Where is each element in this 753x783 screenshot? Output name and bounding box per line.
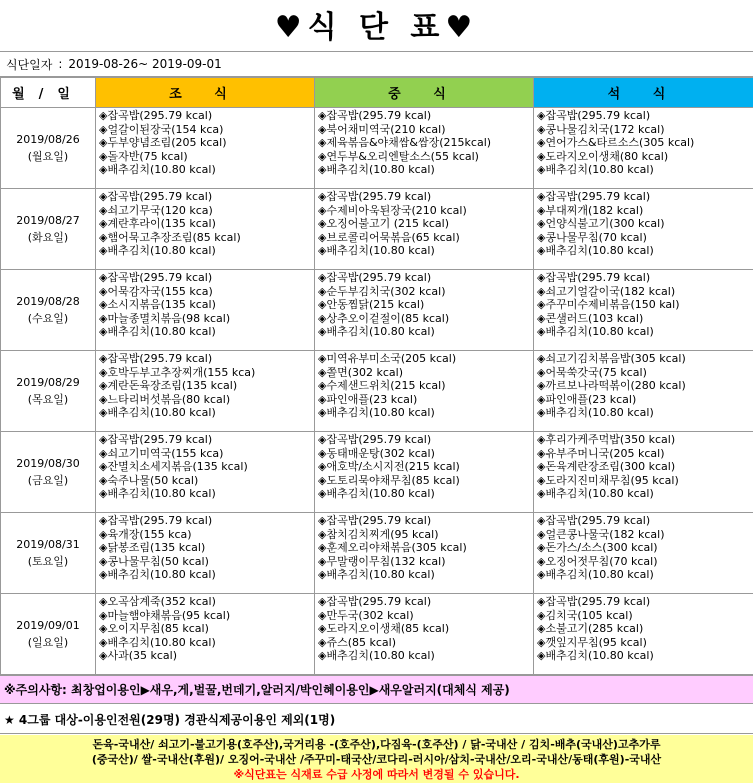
menu-item: ◈어묵쑥갓국(75 kcal) <box>537 365 647 379</box>
menu-item: ◈계란후라이(135 kcal) <box>99 217 216 231</box>
group-note: ★ 4그룹 대상-이용인전원(29명) 경관식제공이용인 제외(1명) <box>0 706 753 734</box>
day-date: 2019/09/01 <box>16 619 80 632</box>
menu-item: ◈배추김치(10.80 kcal) <box>99 163 216 177</box>
day-weekday: (월요일) <box>27 150 69 163</box>
menu-item: ◈배추김치(10.80 kcal) <box>537 244 654 258</box>
menu-item: ◈숙주나물(50 kcal) <box>99 473 199 487</box>
lunch-cell <box>315 108 534 189</box>
day-date: 2019/08/27 <box>16 214 80 227</box>
menu-item: ◈배추김치(10.80 kcal) <box>537 163 654 177</box>
menu-item: ◈훈제오리야채볶음(305 kcal) <box>318 541 467 555</box>
menu-item: ◈애호박/소시지전(215 kcal) <box>318 460 460 474</box>
menu-item: ◈잡곡밥(295.79 kcal) <box>537 271 651 284</box>
menu-item: ◈언양식불고기(300 kcal) <box>537 217 665 231</box>
menu-item: ◈배추김치(10.80 kcal) <box>99 244 216 258</box>
day-weekday: (일요일) <box>27 636 69 649</box>
menu-item: ◈배추김치(10.80 kcal) <box>537 325 654 339</box>
day-date-cell <box>1 594 96 675</box>
menu-item: ◈얼갈이된장국(154 kca) <box>99 122 224 136</box>
menu-item: ◈느타리버섯볶음(80 kcal) <box>99 392 231 406</box>
menu-item: ◈콘샐러드(103 kcal) <box>537 311 644 325</box>
origin-line-2: (중국산)/ 쌀-국내산(후원)/ 오징어-국내산 /주꾸미-태국산/코다리-러시아/삼치-국내산/오리-국내산/동태(후원)-국내산 <box>91 753 662 766</box>
menu-item: ◈북어채미역국(210 kcal) <box>318 122 446 136</box>
day-date: 2019/08/30 <box>16 457 80 470</box>
menu-item: ◈사과(35 kcal) <box>99 649 178 663</box>
menu-item: ◈배추김치(10.80 kcal) <box>537 649 654 663</box>
day-date-cell <box>1 270 96 351</box>
menu-item: ◈오징어불고기 (215 kcal) <box>318 217 450 231</box>
menu-body <box>1 108 753 675</box>
lunch-cell <box>315 270 534 351</box>
menu-item: ◈닭봉조림(135 kcal) <box>99 541 206 555</box>
menu-item: ◈배추김치(10.80 kcal) <box>99 406 216 420</box>
lunch-cell <box>315 432 534 513</box>
menu-item: ◈잔멸치소세지볶음(135 kcal) <box>99 460 248 474</box>
menu-item: ◈호박두부고추장찌개(155 kca) <box>99 365 256 379</box>
menu-item: ◈잡곡밥(295.79 kcal) <box>318 595 432 608</box>
menu-item: ◈부대찌개(182 kcal) <box>537 203 644 217</box>
origin-info <box>0 735 753 783</box>
menu-item: ◈안동찜닭(215 kcal) <box>318 298 425 312</box>
dinner-cell <box>534 270 753 351</box>
dinner-cell <box>534 594 753 675</box>
day-weekday: (화요일) <box>27 231 69 244</box>
menu-item: ◈제육볶음&야채쌈&쌈장(215kcal) <box>318 136 492 150</box>
menu-item: ◈동태매운탕(302 kcal) <box>318 446 435 460</box>
period-label: 식단일자 <box>6 57 53 72</box>
menu-item: ◈상추오이겉절이(85 kcal) <box>318 311 450 325</box>
header-date: 월/일 <box>1 78 96 108</box>
menu-item: ◈수제샌드위치(215 kcal) <box>318 379 446 393</box>
breakfast-cell <box>96 189 315 270</box>
day-row <box>1 513 753 594</box>
header-breakfast: 조 식 <box>96 78 315 108</box>
menu-item: ◈깻잎지무침(95 kcal) <box>537 635 647 649</box>
dinner-cell <box>534 108 753 189</box>
dinner-cell <box>534 351 753 432</box>
header-lunch: 중 식 <box>315 78 534 108</box>
menu-item: ◈쇠고기얼갈이국(182 kcal) <box>537 284 676 298</box>
day-date: 2019/08/26 <box>16 133 80 146</box>
menu-item: ◈까르보나라떡볶이(280 kcal) <box>537 379 686 393</box>
menu-item: ◈도라지오이생채(80 kcal) <box>537 149 669 163</box>
menu-item: ◈배추김치(10.80 kcal) <box>99 487 216 501</box>
menu-item: ◈김치국(105 kcal) <box>537 608 633 622</box>
menu-item: ◈무말랭이무침(132 kcal) <box>318 554 446 568</box>
day-row <box>1 270 753 351</box>
dinner-cell <box>534 513 753 594</box>
menu-item: ◈수제비아욱된장국(210 kcal) <box>318 203 467 217</box>
day-date-cell <box>1 432 96 513</box>
menu-item: ◈파인애플(23 kcal) <box>318 392 418 406</box>
menu-item: ◈두부양념조림(205 kcal) <box>99 136 227 150</box>
menu-item: ◈미역유부미소국(205 kcal) <box>318 352 457 365</box>
menu-item: ◈잡곡밥(295.79 kcal) <box>99 190 213 203</box>
dinner-cell <box>534 432 753 513</box>
menu-item: ◈콩나물무침(70 kcal) <box>537 230 647 244</box>
menu-item: ◈잡곡밥(295.79 kcal) <box>99 271 213 284</box>
day-date: 2019/08/29 <box>16 376 80 389</box>
menu-item: ◈돌자반(75 kcal) <box>99 149 188 163</box>
menu-item: ◈배추김치(10.80 kcal) <box>318 163 435 177</box>
menu-item: ◈쫄면(302 kcal) <box>318 365 404 379</box>
menu-item: ◈쥬스(85 kcal) <box>318 635 397 649</box>
menu-item: ◈배추김치(10.80 kcal) <box>537 568 654 582</box>
menu-item: ◈잡곡밥(295.79 kcal) <box>318 514 432 527</box>
day-date-cell <box>1 513 96 594</box>
menu-item: ◈배추김치(10.80 kcal) <box>318 487 435 501</box>
breakfast-cell <box>96 594 315 675</box>
menu-item: ◈오이지무침(85 kcal) <box>99 622 209 636</box>
menu-item: ◈마늘햄야채볶음(95 kcal) <box>99 608 231 622</box>
origin-line-1: 돈육-국내산/ 쇠고기-불고기용(호주산),국거리용 -(호주산),다짐육-(호주산) / 닭-국내산 / 김치-배추(국내산)고추가루 <box>92 738 661 751</box>
menu-item: ◈배추김치(10.80 kcal) <box>318 649 435 663</box>
menu-item: ◈소불고기(285 kcal) <box>537 622 644 636</box>
day-weekday: (수요일) <box>27 312 69 325</box>
menu-table <box>0 77 753 675</box>
header-dinner: 석 식 <box>534 78 753 108</box>
menu-item: ◈돈가스/소스(300 kcal) <box>537 541 658 555</box>
menu-item: ◈잡곡밥(295.79 kcal) <box>537 109 651 122</box>
menu-item: ◈잡곡밥(295.79 kcal) <box>537 514 651 527</box>
menu-item: ◈연어가스&타르소스(305 kcal) <box>537 136 695 150</box>
day-row <box>1 108 753 189</box>
allergy-notice: ※주의사항: 최창업이용인▶새우,게,벌꿀,번데기,알러지/박인혜이용인▶새우알러지(대체식 제공) <box>0 675 753 704</box>
change-notice: ※식단표는 식재료 수급 사정에 따라서 변경될 수 있습니다. <box>233 768 520 781</box>
menu-item: ◈콩나물무침(50 kcal) <box>99 554 209 568</box>
header-row <box>1 78 753 108</box>
menu-item: ◈배추김치(10.80 kcal) <box>318 568 435 582</box>
menu-item: ◈소시지볶음(135 kcal) <box>99 298 216 312</box>
menu-item: ◈연두부&오리엔탈소스(55 kcal) <box>318 149 479 163</box>
menu-item: ◈유부주머니국(205 kcal) <box>537 446 665 460</box>
menu-item: ◈잡곡밥(295.79 kcal) <box>99 433 213 446</box>
day-row <box>1 351 753 432</box>
menu-item: ◈햄어묵고추장조림(85 kcal) <box>99 230 241 244</box>
breakfast-cell <box>96 351 315 432</box>
menu-item: ◈만두국(302 kcal) <box>318 608 414 622</box>
menu-item: ◈육개장(155 kca) <box>99 527 192 541</box>
menu-item: ◈쇠고기김치볶음밥(305 kcal) <box>537 352 686 365</box>
menu-item: ◈어묵감자국(155 kca) <box>99 284 213 298</box>
period-row: 식단일자 : 2019-08-26~ 2019-09-01 <box>0 51 753 77</box>
menu-item: ◈잡곡밥(295.79 kcal) <box>318 271 432 284</box>
menu-item: ◈쇠고기미역국(155 kca) <box>99 446 224 460</box>
menu-item: ◈도라지오이생채(85 kcal) <box>318 622 450 636</box>
menu-item: ◈도라지진미채무침(95 kcal) <box>537 473 679 487</box>
menu-item: ◈파인애플(23 kcal) <box>537 392 637 406</box>
menu-item: ◈잡곡밥(295.79 kcal) <box>537 190 651 203</box>
lunch-cell <box>315 513 534 594</box>
menu-item: ◈브로콜리어묵볶음(65 kcal) <box>318 230 460 244</box>
day-weekday: (토요일) <box>27 555 69 568</box>
day-date-cell <box>1 351 96 432</box>
dinner-cell <box>534 189 753 270</box>
breakfast-cell <box>96 513 315 594</box>
menu-item: ◈배추김치(10.80 kcal) <box>99 635 216 649</box>
menu-item: ◈잡곡밥(295.79 kcal) <box>318 190 432 203</box>
lunch-cell <box>315 351 534 432</box>
menu-item: ◈잡곡밥(295.79 kcal) <box>99 109 213 122</box>
breakfast-cell <box>96 432 315 513</box>
menu-item: ◈얼큰콩나물국(182 kcal) <box>537 527 665 541</box>
menu-item: ◈잡곡밥(295.79 kcal) <box>537 595 651 608</box>
menu-item: ◈후리가케주먹밥(350 kcal) <box>537 433 676 446</box>
menu-item: ◈주꾸미수제비볶음(150 kal) <box>537 298 680 312</box>
menu-item: ◈배추김치(10.80 kcal) <box>99 325 216 339</box>
day-date: 2019/08/28 <box>16 295 80 308</box>
menu-item: ◈돈육계란장조림(300 kcal) <box>537 460 676 474</box>
day-weekday: (금요일) <box>27 474 69 487</box>
menu-item: ◈오징어젓무침(70 kcal) <box>537 554 658 568</box>
lunch-cell <box>315 594 534 675</box>
menu-item: ◈배추김치(10.80 kcal) <box>537 487 654 501</box>
menu-item: ◈도토리묵야채무침(85 kcal) <box>318 473 460 487</box>
menu-item: ◈참치김치찌게(95 kcal) <box>318 527 439 541</box>
menu-item: ◈마늘종멸치볶음(98 kcal) <box>99 311 231 325</box>
menu-item: ◈잡곡밥(295.79 kcal) <box>318 433 432 446</box>
lunch-cell <box>315 189 534 270</box>
menu-item: ◈잡곡밥(295.79 kcal) <box>318 109 432 122</box>
menu-item: ◈배추김치(10.80 kcal) <box>318 325 435 339</box>
breakfast-cell <box>96 108 315 189</box>
day-row <box>1 432 753 513</box>
day-date: 2019/08/31 <box>16 538 80 551</box>
menu-item: ◈잡곡밥(295.79 kcal) <box>99 352 213 365</box>
menu-item: ◈잡곡밥(295.79 kcal) <box>99 514 213 527</box>
menu-item: ◈배추김치(10.80 kcal) <box>318 406 435 420</box>
breakfast-cell <box>96 270 315 351</box>
menu-item: ◈배추김치(10.80 kcal) <box>537 406 654 420</box>
menu-item: ◈콩나물김치국(172 kcal) <box>537 122 665 136</box>
menu-item: ◈쇠고기무국(120 kca) <box>99 203 213 217</box>
day-weekday: (목요일) <box>27 393 69 406</box>
page-title: ♥식 단 표♥ <box>274 10 479 45</box>
menu-item: ◈계란돈육장조림(135 kcal) <box>99 379 238 393</box>
day-row <box>1 594 753 675</box>
day-row <box>1 189 753 270</box>
menu-item: ◈배추김치(10.80 kcal) <box>99 568 216 582</box>
day-date-cell <box>1 189 96 270</box>
menu-item: ◈순두부김치국(302 kcal) <box>318 284 446 298</box>
day-date-cell <box>1 108 96 189</box>
period-value: 2019-08-26~ 2019-09-01 <box>68 57 222 71</box>
menu-item: ◈배추김치(10.80 kcal) <box>318 244 435 258</box>
menu-item: ◈오곡삼계죽(352 kcal) <box>99 595 216 608</box>
